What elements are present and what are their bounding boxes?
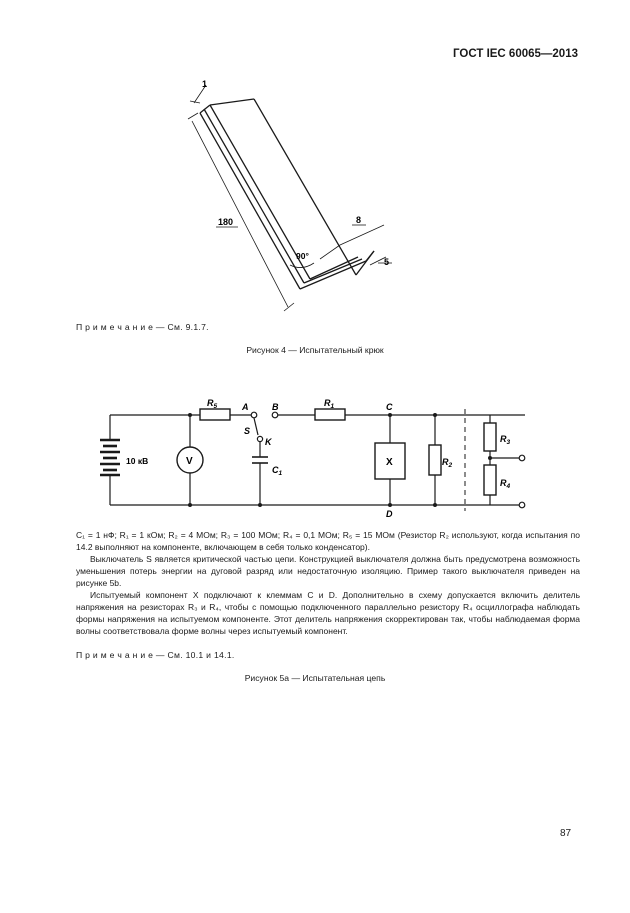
figure-4-note: П р и м е ч а н и е — См. 9.1.7. (76, 322, 209, 332)
r2-label: R (442, 457, 449, 467)
r2-sub: 2 (448, 462, 453, 469)
figure-5a-test-circuit (90, 395, 540, 520)
component-x-label: X (386, 457, 393, 468)
component-values-paragraph: C₁ = 1 нФ; R₁ = 1 кОм; R₂ = 4 МОм; R₃ = 100 МОм; R₄ = 0,1 МОм; R₅ = 15 МОм (Резистор R₂ используют, когда испытания по 14.2 выполняют на компоненте, включающем в себя только конденсатор). (76, 530, 580, 552)
r4-sub: 4 (506, 483, 511, 490)
r1-label: R (324, 398, 331, 408)
figure-4-test-hook (170, 75, 410, 325)
node-a-label: A (242, 402, 249, 412)
node-b-label: B (272, 402, 279, 412)
fig4-label-1: 1 (202, 79, 208, 89)
r3-sub: 3 (506, 439, 511, 446)
source-voltage-label: 10 кВ (126, 456, 149, 466)
figure-4-caption: Рисунок 4 — Испытательный крюк (246, 345, 384, 355)
component-paragraph: Испытуемый компонент X подключают к клеммам C и D. Дополнительно в схему допускается включить делитель напряжения на резисторах R₃ и R₄, чтобы с помощью подключенного параллельно резистору R₄ осциллографа наблюдать формы напряжения на испытуемом компоненте. Этот делитель напряжения скорректирован так, чтобы наблюдаемая форма волны соответствовала форме волны через испытуемый компонент. (76, 590, 580, 636)
voltmeter-label: V (186, 456, 193, 467)
fig4-dim-8: 8 (356, 215, 362, 225)
document-header: ГОСТ IEC 60065—2013 (453, 48, 578, 60)
svg-text:C1 (272, 465, 283, 477)
terminal-c-label: C (386, 402, 393, 412)
fig4-dim-5: 5 (384, 257, 390, 267)
r5-label: R (207, 398, 214, 408)
page-number: 87 (560, 828, 572, 839)
c1-label: C (272, 465, 279, 475)
r1-sub: 1 (330, 403, 335, 410)
fig4-angle-90: 90° (296, 251, 309, 261)
figure-5a-caption: Рисунок 5a — Испытательная цепь (244, 673, 386, 683)
switch-s-label: S (244, 426, 251, 436)
fig4-dim-180: 180 (218, 217, 234, 227)
svg-text:R5 (207, 398, 218, 410)
svg-text:R3 (500, 434, 511, 446)
c1-sub: 1 (278, 470, 283, 477)
figure-5a-note: П р и м е ч а н и е — См. 10.1 и 14.1. (76, 650, 235, 660)
r4-label: R (500, 478, 507, 488)
node-k-label: K (265, 437, 272, 447)
r5-sub: 5 (213, 403, 218, 410)
terminal-d-label: D (386, 509, 393, 519)
svg-text:R1 (324, 398, 335, 410)
svg-text:R4 (500, 478, 511, 490)
r3-label: R (500, 434, 507, 444)
switch-paragraph: Выключатель S является критической частью цепи. Конструкцией выключателя должна быть предусмотрена возможность уменьшения потерь энергии на дуговой разряд или недостаточную изоляцию. Пример такого выключателя приведен на рисунке 5b. (76, 554, 580, 588)
svg-text:R2 (442, 457, 453, 469)
